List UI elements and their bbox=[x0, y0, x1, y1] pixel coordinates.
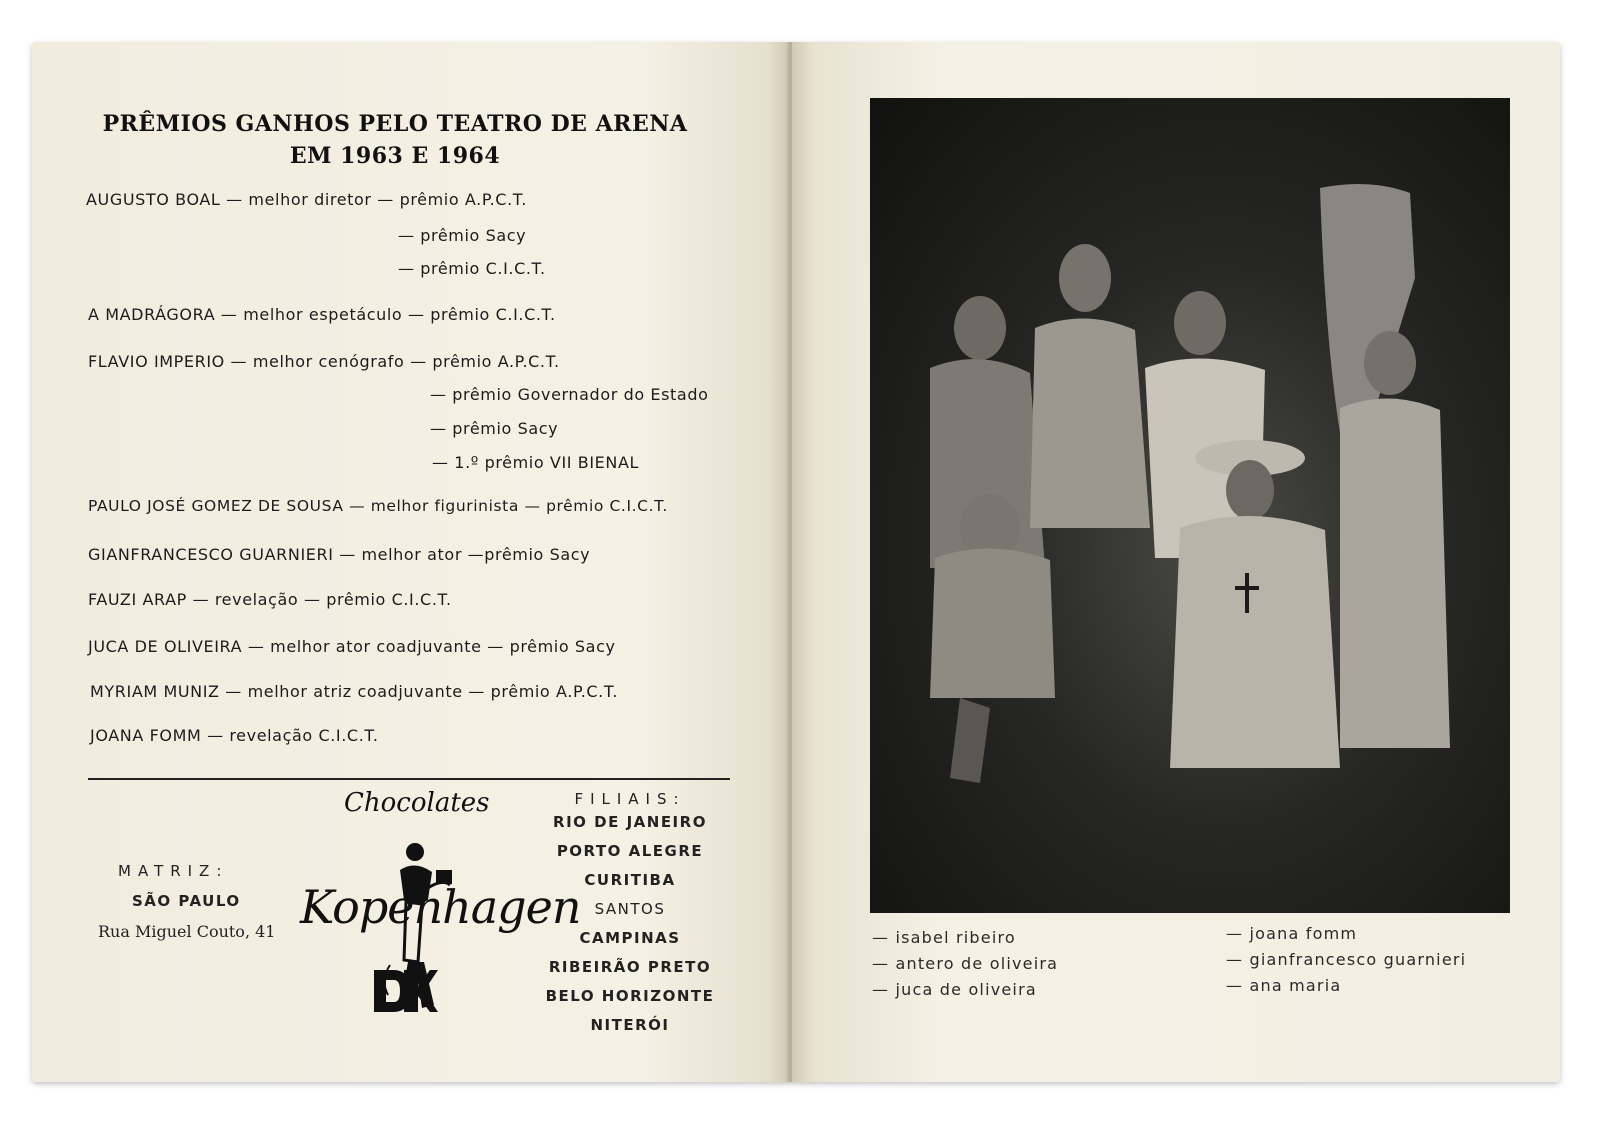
branch-city: CURITIBA bbox=[584, 871, 676, 889]
branch-city: SANTOS bbox=[594, 900, 666, 918]
matriz-address: Rua Miguel Couto, 41 bbox=[98, 922, 276, 941]
awards-list bbox=[0, 0, 790, 780]
caption-item: — antero de oliveira bbox=[872, 954, 1059, 973]
brand-kopenhagen: Kopenhagen bbox=[300, 880, 581, 934]
cast-photograph bbox=[870, 98, 1510, 913]
award-line: JUCA DE OLIVEIRA — melhor ator coadjuvante — prêmio Sacy bbox=[88, 637, 616, 656]
kopenhagen-monogram-icon bbox=[374, 970, 438, 1012]
award-line: — prêmio Sacy bbox=[430, 419, 559, 438]
title-line-1: PRÊMIOS GANHOS PELO TEATRO DE ARENA bbox=[102, 111, 688, 137]
caption-item: — ana maria bbox=[1226, 976, 1342, 995]
brand-chocolates: Chocolates bbox=[344, 788, 490, 818]
award-line: JOANA FOMM — revelação C.I.C.T. bbox=[90, 726, 379, 745]
caption-item: — juca de oliveira bbox=[872, 980, 1037, 999]
award-line: — prêmio Governador do Estado bbox=[430, 385, 709, 404]
branch-city: RIO DE JANEIRO bbox=[553, 813, 707, 831]
matriz-label: MATRIZ: bbox=[118, 862, 229, 880]
award-line: MYRIAM MUNIZ — melhor atriz coadjuvante — prêmio A.P.C.T. bbox=[90, 682, 619, 701]
branch-city: NITERÓI bbox=[590, 1016, 670, 1034]
caption-item: — isabel ribeiro bbox=[872, 928, 1016, 947]
title-line-2: EM 1963 E 1964 bbox=[289, 143, 501, 169]
award-line: GIANFRANCESCO GUARNIERI — melhor ator —prêmio Sacy bbox=[88, 545, 591, 564]
branch-city: CAMPINAS bbox=[579, 929, 681, 947]
caption-item: — gianfrancesco guarnieri bbox=[1226, 950, 1467, 969]
branch-city: RIBEIRÃO PRETO bbox=[548, 958, 712, 976]
matriz-city: SÃO PAULO bbox=[132, 892, 241, 910]
award-line: A MADRÁGORA — melhor espetáculo — prêmio C.I.C.T. bbox=[88, 305, 556, 324]
award-line: — 1.º prêmio VII BIENAL bbox=[432, 453, 640, 472]
award-line: PAULO JOSÉ GOMEZ DE SOUSA — melhor figurinista — prêmio C.I.C.T. bbox=[88, 497, 668, 515]
branch-city: BELO HORIZONTE bbox=[545, 987, 715, 1005]
filiais-list bbox=[540, 790, 720, 1040]
cast-group-figures-icon bbox=[870, 98, 1510, 913]
award-line: FAUZI ARAP — revelação — prêmio C.I.C.T. bbox=[88, 590, 452, 609]
branch-city: PORTO ALEGRE bbox=[556, 842, 704, 860]
divider-rule bbox=[88, 778, 730, 780]
award-line: FLAVIO IMPERIO — melhor cenógrafo — prêmio A.P.C.T. bbox=[88, 352, 560, 371]
award-line: AUGUSTO BOAL — melhor diretor — prêmio A.P.C.T. bbox=[86, 190, 527, 209]
caption-item: — joana fomm bbox=[1226, 924, 1358, 943]
award-line: — prêmio C.I.C.T. bbox=[398, 259, 546, 278]
award-line: — prêmio Sacy bbox=[398, 226, 527, 245]
filiais-label: FILIAIS: bbox=[574, 790, 686, 808]
